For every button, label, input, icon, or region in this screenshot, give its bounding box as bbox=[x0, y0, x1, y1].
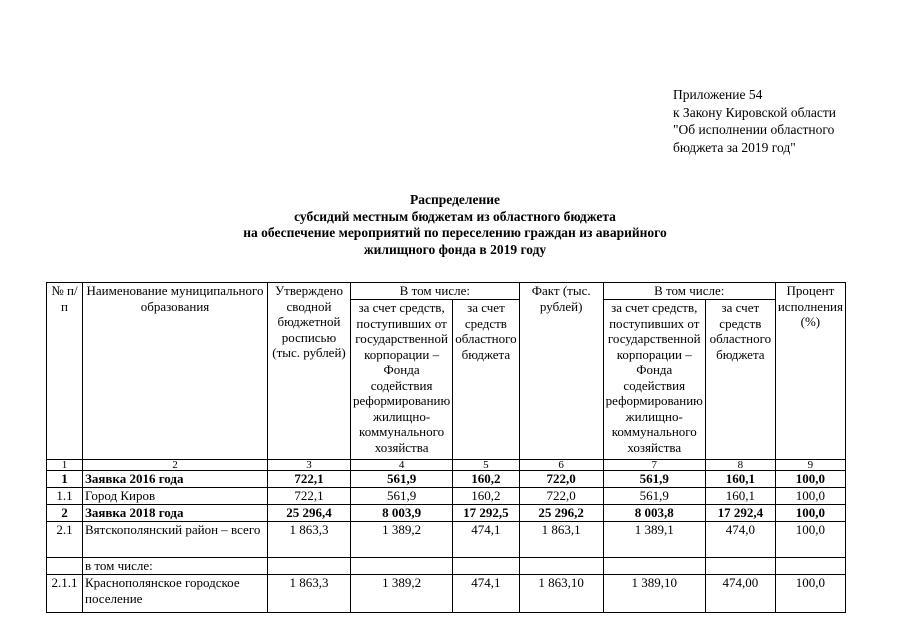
header-approved: Утверждено сводной бюджетной росписью (тыс. рублей) bbox=[268, 283, 351, 460]
table-row bbox=[47, 505, 846, 522]
cell-num: 2.1.1 bbox=[47, 575, 83, 613]
cell-num: 2.1 bbox=[47, 522, 83, 558]
column-number: 5 bbox=[453, 460, 519, 471]
column-numbers-row bbox=[47, 460, 846, 471]
header-fact: Факт (тыс. рублей) bbox=[519, 283, 603, 460]
cell-fact: 1 863,1 bbox=[519, 522, 603, 558]
header-num: № п/п bbox=[47, 283, 83, 460]
table-row bbox=[47, 488, 846, 505]
cell-percent: 100,0 bbox=[775, 505, 845, 522]
title-line: Распределение bbox=[409, 192, 501, 207]
document-title bbox=[220, 192, 690, 258]
cell-reg2: 474,0 bbox=[705, 522, 775, 558]
header-regional-fact: за счет средств областного бюджета bbox=[705, 300, 775, 460]
cell-approved: 722,1 bbox=[268, 471, 351, 488]
appendix-line: бюджета за 2019 год" bbox=[673, 139, 796, 155]
appendix-line: "Об исполнении областного bbox=[673, 122, 835, 137]
cell-fact bbox=[519, 558, 603, 575]
table-row bbox=[47, 558, 846, 575]
cell-fact: 722,0 bbox=[519, 471, 603, 488]
cell-fact: 25 296,2 bbox=[519, 505, 603, 522]
table-row bbox=[47, 471, 846, 488]
cell-name: в том числе: bbox=[83, 558, 268, 575]
cell-corp2: 8 003,8 bbox=[603, 505, 705, 522]
cell-percent bbox=[775, 558, 845, 575]
column-number: 9 bbox=[775, 460, 845, 471]
header-including-fact: В том числе: bbox=[603, 283, 775, 300]
cell-reg2 bbox=[705, 558, 775, 575]
cell-name: Вятскополянский район – всего bbox=[83, 522, 268, 558]
appendix-line: к Закону Кировской области bbox=[673, 104, 837, 120]
subsidy-table bbox=[46, 282, 846, 613]
cell-percent: 100,0 bbox=[775, 471, 845, 488]
appendix-line: Приложение 54 bbox=[673, 87, 763, 102]
cell-reg1: 160,2 bbox=[453, 488, 519, 505]
header-corp-fact: за счет средств, поступивших от государственной корпорации – Фонда содействия реформированию жилищно-коммунального хозяйства bbox=[603, 300, 705, 460]
cell-reg1: 474,1 bbox=[453, 522, 519, 558]
cell-corp2 bbox=[603, 558, 705, 575]
title-line: субсидий местным бюджетам из областного бюджета bbox=[294, 208, 616, 224]
cell-corp1 bbox=[351, 558, 453, 575]
cell-reg1 bbox=[453, 558, 519, 575]
cell-reg2: 474,00 bbox=[705, 575, 775, 613]
cell-fact: 722,0 bbox=[519, 488, 603, 505]
cell-corp1: 1 389,2 bbox=[351, 522, 453, 558]
cell-corp1: 561,9 bbox=[351, 488, 453, 505]
column-number: 7 bbox=[603, 460, 705, 471]
cell-approved bbox=[268, 558, 351, 575]
cell-fact: 1 863,10 bbox=[519, 575, 603, 613]
cell-reg2: 160,1 bbox=[705, 488, 775, 505]
title-line: жилищного фонда в 2019 году bbox=[363, 241, 547, 257]
table-row bbox=[47, 575, 846, 613]
cell-reg2: 160,1 bbox=[705, 471, 775, 488]
column-number: 8 bbox=[705, 460, 775, 471]
cell-approved: 25 296,4 bbox=[268, 505, 351, 522]
cell-reg2: 17 292,4 bbox=[705, 505, 775, 522]
cell-corp1: 1 389,2 bbox=[351, 575, 453, 613]
appendix-note bbox=[673, 86, 836, 156]
cell-approved: 1 863,3 bbox=[268, 522, 351, 558]
title-line: на обеспечение мероприятий по переселению граждан из аварийного bbox=[243, 225, 667, 240]
cell-reg1: 474,1 bbox=[453, 575, 519, 613]
cell-corp1: 561,9 bbox=[351, 471, 453, 488]
header-corp-plan: за счет средств, поступивших от государственной корпорации – Фонда содействия реформированию жилищно-коммунального хозяйства bbox=[351, 300, 453, 460]
cell-name: Краснополянское городское поселение bbox=[83, 575, 268, 613]
cell-corp1: 8 003,9 bbox=[351, 505, 453, 522]
cell-num: 1.1 bbox=[47, 488, 83, 505]
table-row bbox=[47, 522, 846, 558]
cell-percent: 100,0 bbox=[775, 575, 845, 613]
column-number: 6 bbox=[519, 460, 603, 471]
cell-name: Заявка 2016 года bbox=[83, 471, 268, 488]
header-percent: Процент исполнения (%) bbox=[775, 283, 845, 460]
header-including-plan: В том числе: bbox=[351, 283, 520, 300]
header-regional-plan: за счет средств областного бюджета bbox=[453, 300, 519, 460]
cell-percent: 100,0 bbox=[775, 522, 845, 558]
column-number: 1 bbox=[47, 460, 83, 471]
cell-corp2: 1 389,1 bbox=[603, 522, 705, 558]
column-number: 4 bbox=[351, 460, 453, 471]
cell-corp2: 561,9 bbox=[603, 488, 705, 505]
cell-num bbox=[47, 558, 83, 575]
cell-approved: 1 863,3 bbox=[268, 575, 351, 613]
cell-approved: 722,1 bbox=[268, 488, 351, 505]
cell-reg1: 17 292,5 bbox=[453, 505, 519, 522]
cell-num: 1 bbox=[47, 471, 83, 488]
header-name: Наименование муниципального образования bbox=[83, 283, 268, 460]
cell-reg1: 160,2 bbox=[453, 471, 519, 488]
cell-name: Заявка 2018 года bbox=[83, 505, 268, 522]
cell-corp2: 561,9 bbox=[603, 471, 705, 488]
column-number: 2 bbox=[83, 460, 268, 471]
cell-percent: 100,0 bbox=[775, 488, 845, 505]
cell-name: Город Киров bbox=[83, 488, 268, 505]
cell-corp2: 1 389,10 bbox=[603, 575, 705, 613]
column-number: 3 bbox=[268, 460, 351, 471]
cell-num: 2 bbox=[47, 505, 83, 522]
